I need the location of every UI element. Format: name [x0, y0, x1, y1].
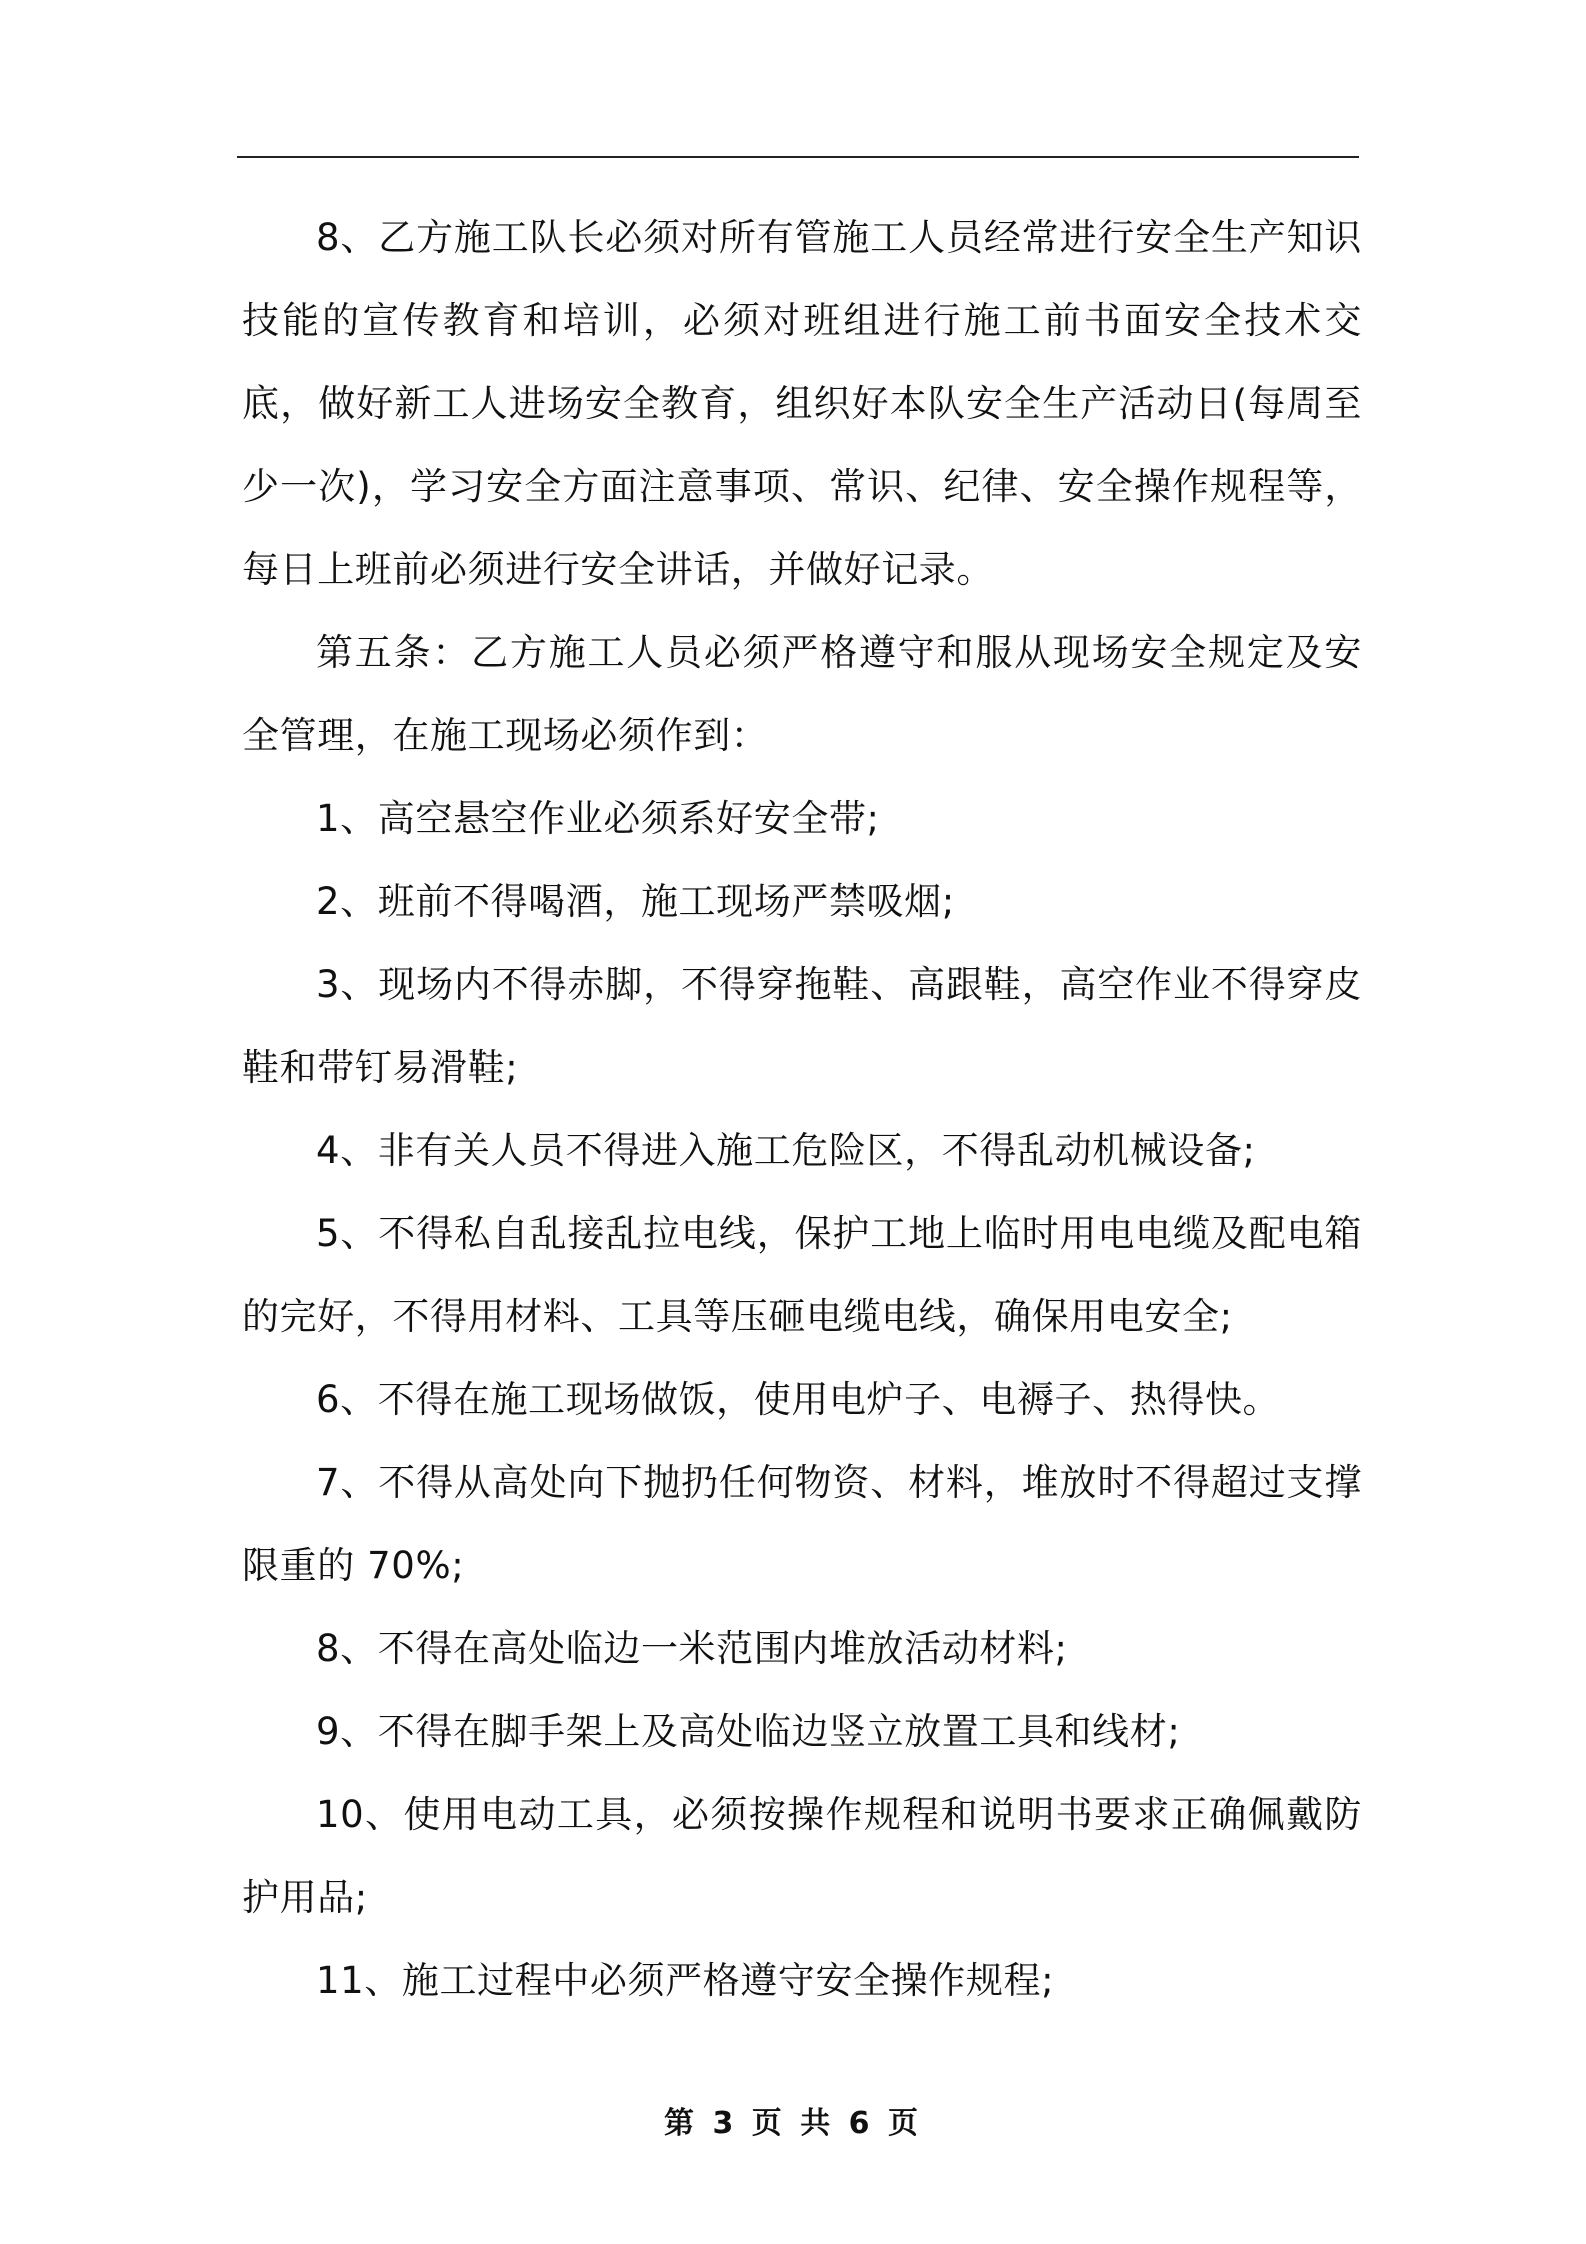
list-item-8: 8、不得在高处临边一米范围内堆放活动材料;	[316, 1627, 1068, 1670]
page-number-footer: 第 3 页 共 6 页	[664, 2106, 922, 2141]
list-item-11: 11、施工过程中必须严格遵守安全操作规程;	[316, 1959, 1055, 2002]
list-item-2: 2、班前不得喝酒，施工现场严禁吸烟;	[316, 880, 955, 923]
header-rule	[237, 156, 1359, 158]
document-body	[242, 196, 1362, 2022]
list-item-9: 9、不得在脚手架上及高处临边竖立放置工具和线材;	[316, 1710, 1181, 1753]
list-item-6: 6、不得在施工现场做饭，使用电炉子、电褥子、热得快。	[316, 1378, 1281, 1421]
list-item-5: 5、不得私自乱接乱拉电线，保护工地上临时用电电缆及配电箱的完好，不得用材料、工具等压砸电缆电线，确保用电安全;	[242, 1212, 1362, 1338]
list-item-7: 7、不得从高处向下抛扔任何物资、材料，堆放时不得超过支撑限重的 70%;	[242, 1461, 1362, 1587]
list-item-10: 10、使用电动工具，必须按操作规程和说明书要求正确佩戴防护用品;	[242, 1793, 1362, 1919]
list-item-4: 4、非有关人员不得进入施工危险区，不得乱动机械设备;	[316, 1129, 1256, 1172]
paragraph-item-8: 8、乙方施工队长必须对所有管施工人员经常进行安全生产知识技能的宣传教育和培训，必须对班组进行施工前书面安全技术交底，做好新工人进场安全教育，组织好本队安全生产活动日(每周至少一次)，学习安全方面注意事项、常识、纪律、安全操作规程等，每日上班前必须进行安全讲话，并做好记录。	[242, 216, 1362, 591]
list-item-3: 3、现场内不得赤脚，不得穿拖鞋、高跟鞋，高空作业不得穿皮鞋和带钉易滑鞋;	[242, 963, 1362, 1089]
paragraph-article-5: 第五条：乙方施工人员必须严格遵守和服从现场安全规定及安全管理，在施工现场必须作到：	[242, 631, 1362, 757]
list-item-1: 1、高空悬空作业必须系好安全带;	[316, 797, 880, 840]
